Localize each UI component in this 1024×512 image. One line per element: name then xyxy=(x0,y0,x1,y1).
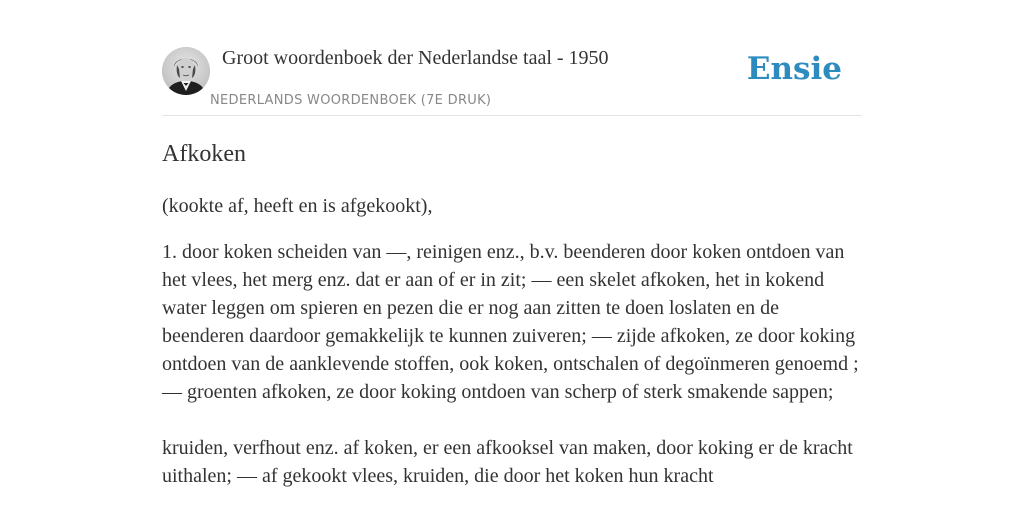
book-title[interactable]: Groot woordenboek der Nederlandse taal - 1950 xyxy=(222,47,609,69)
avatar[interactable] xyxy=(162,47,210,95)
entry-forms: (kookte af, heeft en is afgekookt), xyxy=(162,195,433,217)
author-portrait-icon xyxy=(162,47,210,95)
book-subtitle[interactable]: NEDERLANDS WOORDENBOEK (7E DRUK) xyxy=(210,93,492,108)
entry-headword: Afkoken xyxy=(162,141,246,167)
ensie-logo[interactable]: Ensie xyxy=(746,51,842,87)
header xyxy=(162,0,862,116)
entry-content xyxy=(162,138,862,490)
entry-definition-1: 1. door koken scheiden van —, reinigen enz., b.v. beenderen door koken ontdoen van het vlees, het merg enz. dat er aan of er in zit; — een skelet afkoken, het in kokend water leggen om spieren en pezen die er nog aan zitten te doen loslaten en de beenderen daardoor gemakkelijk te kunnen zuiveren; — zijde afkoken, ze door koking ontdoen van de aanklevende stoffen, ook koken, ontschalen of degoïnmeren genoemd ; — groenten afkoken, ze door koking ontdoen van scherp of sterk smakende sappen; xyxy=(162,241,859,403)
entry-definition-2: kruiden, verfhout enz. af koken, er een afkooksel van maken, door koking er de kracht uithalen; — af gekookt vlees, kruiden, die door het koken hun kracht xyxy=(162,437,853,487)
